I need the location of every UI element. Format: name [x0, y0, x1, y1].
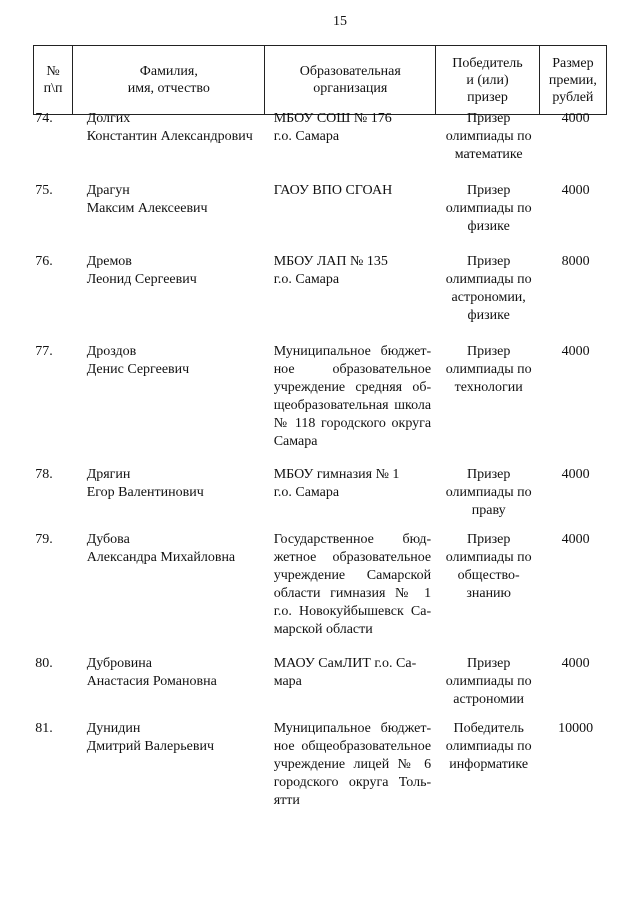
cell-num [33, 253, 73, 325]
cell-name [73, 720, 266, 810]
cell-num [33, 110, 73, 164]
cell-line: 77. [35, 344, 53, 359]
cell-name [73, 253, 266, 325]
cell-prize [540, 466, 607, 520]
cell-line: ятти [273, 793, 300, 808]
cell-name [73, 182, 266, 236]
cell-line: Муниципальное бюджет- [273, 721, 432, 736]
cell-line: 75. [35, 183, 53, 198]
cell-status [437, 253, 540, 325]
cell-line: ное общеобразовательное [273, 739, 432, 754]
cell-num [33, 466, 73, 520]
cell-name [73, 655, 266, 709]
cell-status [437, 531, 540, 639]
cell-org [266, 720, 437, 810]
cell-line: 80. [35, 656, 53, 671]
cell-line: физике [467, 308, 510, 323]
cell-line: жетное образовательное [273, 550, 432, 565]
cell-line: 79. [35, 532, 53, 547]
cell-line: 4000 [561, 111, 590, 126]
cell-org [266, 466, 437, 520]
cell-name [73, 466, 266, 520]
cell-line: ное образовательное [273, 362, 432, 377]
cell-line: Дремов [86, 254, 132, 269]
cell-status [437, 655, 540, 709]
cell-line: 8000 [561, 254, 590, 269]
cell-status [437, 110, 540, 164]
cell-line: 4000 [561, 532, 590, 547]
cell-line: Дрягин [86, 467, 131, 482]
header-name: Фамилия, имя, отчество [72, 46, 264, 114]
cell-line: учреждение лицей № 6 [273, 757, 432, 772]
cell-prize [540, 531, 607, 639]
cell-num [33, 655, 73, 709]
cell-line: Драгун [86, 183, 130, 198]
cell-line: Дмитрий Валерьевич [86, 739, 214, 754]
cell-line: олимпиады по [445, 674, 532, 689]
cell-line: учреждение средняя об- [273, 380, 432, 395]
cell-status [437, 182, 540, 236]
cell-line: математике [454, 147, 523, 162]
cell-num [33, 182, 73, 236]
cell-line: технологии [454, 380, 523, 395]
cell-line: Александра Михайловна [86, 550, 236, 565]
cell-line: общество- [457, 568, 520, 583]
header-num: № п\п [33, 46, 72, 114]
cell-status [437, 466, 540, 520]
cell-line: Призер [466, 254, 511, 269]
header-winner: Победитель и (или) призер [435, 46, 539, 114]
cell-line: олимпиады по [445, 201, 532, 216]
table-row [33, 253, 607, 325]
cell-name [73, 110, 266, 164]
header-org: Образовательная организация [264, 46, 435, 114]
header-prize: Размер премии, рублей [539, 46, 607, 114]
cell-line: МБОУ гимназия № 1 [273, 467, 400, 482]
cell-line: Денис Сергеевич [86, 362, 190, 377]
cell-line: олимпиады по [445, 739, 532, 754]
cell-line: праву [471, 503, 506, 518]
cell-line: мара [273, 674, 302, 689]
cell-line: Константин Александрович [86, 129, 253, 144]
cell-line: марской области [273, 622, 373, 637]
cell-num [33, 531, 73, 639]
cell-line: Призер [466, 344, 511, 359]
cell-line: учреждение Самарской [273, 568, 432, 583]
cell-name [73, 531, 266, 639]
cell-line: № 118 городского округа [273, 416, 432, 431]
cell-line: олимпиады по [445, 272, 532, 287]
cell-num [33, 720, 73, 810]
cell-line: г.о. Самара [273, 485, 340, 500]
cell-num [33, 343, 73, 451]
cell-line: астрономии [453, 692, 525, 707]
cell-line: олимпиады по [445, 550, 532, 565]
cell-line: Максим Алексеевич [86, 201, 208, 216]
table-row [33, 655, 607, 709]
cell-org [266, 531, 437, 639]
cell-prize [540, 110, 607, 164]
cell-line: Леонид Сергеевич [86, 272, 197, 287]
cell-line: щеобразовательная школа [273, 398, 432, 413]
page-number: 15 [333, 14, 347, 29]
cell-status [437, 720, 540, 810]
cell-line: Призер [466, 467, 511, 482]
cell-line: Самара [273, 434, 318, 449]
cell-line: Призер [466, 532, 511, 547]
cell-line: 81. [35, 721, 53, 736]
cell-line: олимпиады по [445, 129, 532, 144]
winners-table [33, 45, 607, 115]
cell-line: Победитель [453, 721, 524, 736]
cell-line: Призер [466, 183, 511, 198]
table-row [33, 531, 607, 639]
cell-prize [540, 655, 607, 709]
cell-prize [540, 182, 607, 236]
table-header [33, 45, 607, 115]
cell-line: Долгих [86, 111, 131, 126]
cell-line: г.о. Самара [273, 272, 340, 287]
table-row [33, 720, 607, 810]
cell-line: 4000 [561, 656, 590, 671]
cell-line: 74. [35, 111, 53, 126]
cell-line: информатике [449, 757, 529, 772]
cell-line: городского округа Толь- [273, 775, 432, 790]
cell-line: Егор Валентинович [86, 485, 204, 500]
cell-line: 4000 [561, 344, 590, 359]
cell-line: 4000 [561, 183, 590, 198]
cell-line: г.о. Новокуйбышевск Са- [273, 604, 432, 619]
cell-line: 10000 [558, 721, 594, 736]
cell-line: астрономии, [451, 290, 526, 305]
cell-line: МБОУ ЛАП № 135 [273, 254, 388, 269]
cell-line: физике [467, 219, 510, 234]
cell-prize [540, 253, 607, 325]
cell-line: ГАОУ ВПО СГОАН [273, 183, 393, 198]
cell-prize [540, 720, 607, 810]
cell-name [73, 343, 266, 451]
cell-line: олимпиады по [445, 485, 532, 500]
cell-line: Анастасия Романовна [86, 674, 217, 689]
cell-line: Муниципальное бюджет- [273, 344, 432, 359]
cell-line: Дунидин [86, 721, 141, 736]
cell-line: Дроздов [86, 344, 137, 359]
cell-line: МБОУ СОШ № 176 [273, 111, 392, 126]
cell-line: 4000 [561, 467, 590, 482]
cell-line: г.о. Самара [273, 129, 340, 144]
cell-line: Призер [466, 656, 511, 671]
cell-org [266, 253, 437, 325]
cell-line: Государственное бюд- [273, 532, 432, 547]
cell-line: МАОУ СамЛИТ г.о. Са- [273, 656, 417, 671]
cell-prize [540, 343, 607, 451]
cell-line: области гимназия № 1 [273, 586, 432, 601]
cell-line: Дубова [86, 532, 130, 547]
cell-line: знанию [466, 586, 512, 601]
cell-line: Дубровина [86, 656, 152, 671]
table-row [33, 182, 607, 236]
cell-line: олимпиады по [445, 362, 532, 377]
cell-status [437, 343, 540, 451]
cell-org [266, 182, 437, 236]
table-row [33, 466, 607, 520]
cell-line: 76. [35, 254, 53, 269]
table-row [33, 343, 607, 451]
cell-org [266, 110, 437, 164]
cell-org [266, 343, 437, 451]
cell-line: 78. [35, 467, 53, 482]
cell-org [266, 655, 437, 709]
table-row [33, 110, 607, 164]
cell-line: Призер [466, 111, 511, 126]
